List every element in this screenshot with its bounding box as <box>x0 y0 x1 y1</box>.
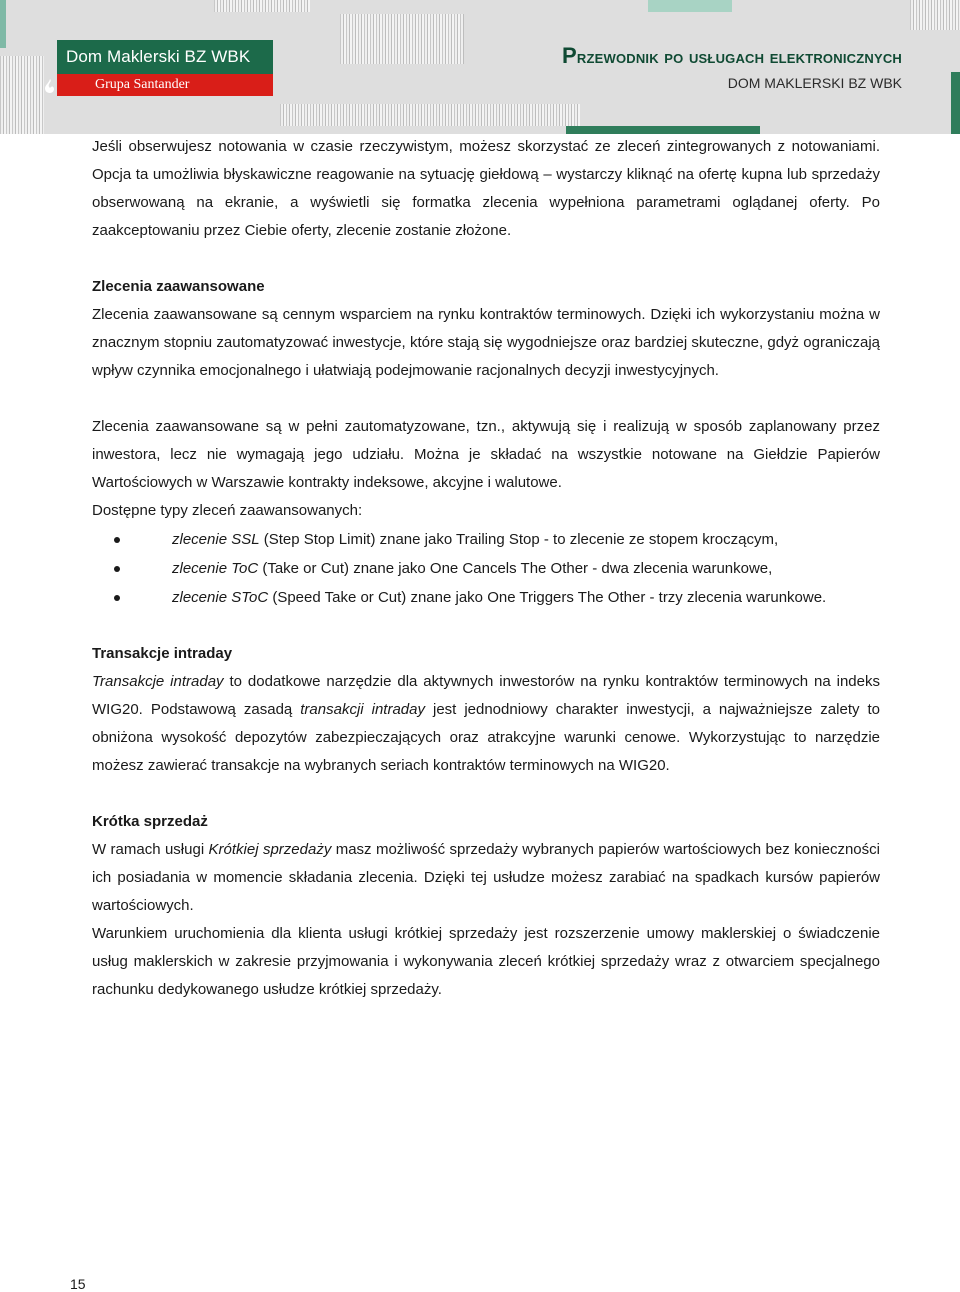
list-item: zlecenie SSL (Step Stop Limit) znane jako Trailing Stop - to zlecenie ze stopem kroczącym, <box>92 525 880 554</box>
intraday-paragraph: Transakcje intraday to dodatkowe narzędzie dla aktywnych inwestorów na rynku kontraktów terminowych na indeks WIG20. Podstawową zasadą transakcji intraday jest jednodniowy charakter inwestycji, a najważniejsze zalety to obniżona wysokość depozytów zabezpieczających oraz atrakcyjne warunki cenowe. Wykorzystując to narzędzie możesz zawierać transakcje na wybranych seriach kontraktów terminowych na WIG20. <box>92 673 881 774</box>
decorative-stripes <box>0 56 44 134</box>
order-types-list <box>92 525 880 612</box>
section-heading-intraday: Transakcje intraday <box>92 645 233 662</box>
decorative-stripes <box>280 104 580 126</box>
santander-flame-icon <box>44 79 56 93</box>
logo-group: Grupa Santander <box>57 74 273 96</box>
guide-subtitle: DOM MAKLERSKI BZ WBK <box>727 75 902 91</box>
section-heading-advanced-orders: Zlecenia zaawansowane <box>92 278 265 295</box>
advanced-paragraph-2: Zlecenia zaawansowane są w pełni zautomatyzowane, tzn., aktywują się i realizują w sposób zaplanowany przez inwestora, lecz nie wymagają jego udziału. Można je składać na wszystkie notowane na Giełdzie Papierów Wartościowych w Warszawie kontrakty indeksowe, akcyjne i walutowe. <box>92 418 880 491</box>
bullet-icon <box>114 537 120 543</box>
bullet-icon <box>114 566 120 572</box>
page-number: 15 <box>70 1276 86 1292</box>
guide-title: Przewodnik po usługach elektronicznych <box>562 43 902 68</box>
page-content <box>92 133 880 1004</box>
logo-name: Dom Maklerski BZ WBK <box>57 40 273 74</box>
advanced-paragraph-1: Zlecenia zaawansowane są cennym wsparciem na rynku kontraktów terminowych. Dzięki ich wykorzystaniu można w znacznym stopniu zautomatyzować inwestycje, które stają się wygodniejsze oraz bardziej skuteczne, gdyż ograniczają wpływ czynnika emocjonalnego i ułatwiają podejmowanie racjonalnych decyzji inwestycyjnych. <box>92 306 880 379</box>
decorative-stripes <box>214 0 310 12</box>
list-item: zlecenie ToC (Take or Cut) znane jako One Cancels The Other - dwa zlecenia warunkowe, <box>92 554 880 583</box>
bullet-icon <box>114 595 120 601</box>
decorative-bar <box>648 0 732 12</box>
section-heading-short-sale: Krótka sprzedaż <box>92 813 208 830</box>
brand-logo <box>57 40 273 96</box>
decorative-stripes <box>340 14 464 64</box>
list-item: zlecenie SToC (Speed Take or Cut) znane jako One Triggers The Other - trzy zlecenia warunkowe. <box>92 583 880 612</box>
short-sale-paragraph-2: Warunkiem uruchomienia dla klienta usługi krótkiej sprzedaży jest rozszerzenie umowy maklerskiej o świadczenie usług maklerskich w zakresie przyjmowania i wykonywania zleceń krótkiej sprzedaży wraz z otwarciem specjalnego rachunku dedykowanego usłudze krótkiej sprzedaży. <box>92 925 880 998</box>
order-types-intro: Dostępne typy zleceń zaawansowanych: <box>92 502 363 519</box>
decorative-bar <box>0 0 6 48</box>
decorative-bar <box>951 72 960 134</box>
short-sale-paragraph-1: W ramach usługi Krótkiej sprzedaży masz możliwość sprzedaży wybranych papierów wartościowych bez konieczności ich posiadania w momencie składania zlecenia. Dzięki tej usłudze możesz zarabiać na spadkach kursów papierów wartościowych. <box>92 841 880 914</box>
page-header <box>0 0 960 134</box>
intro-paragraph: Jeśli obserwujesz notowania w czasie rzeczywistym, możesz skorzystać ze zleceń zintegrowanych z notowaniami. Opcja ta umożliwia błyskawiczne reagowanie na sytuację giełdową – wystarczy kliknąć na ofertę kupna lub sprzedaży obserwowaną na ekranie, a wyświetli się formatka zlecenia wypełniona parametrami oglądanej oferty. Po zaakceptowaniu przez Ciebie oferty, zlecenie zostanie złożone. <box>92 138 880 239</box>
decorative-stripes <box>910 0 960 30</box>
